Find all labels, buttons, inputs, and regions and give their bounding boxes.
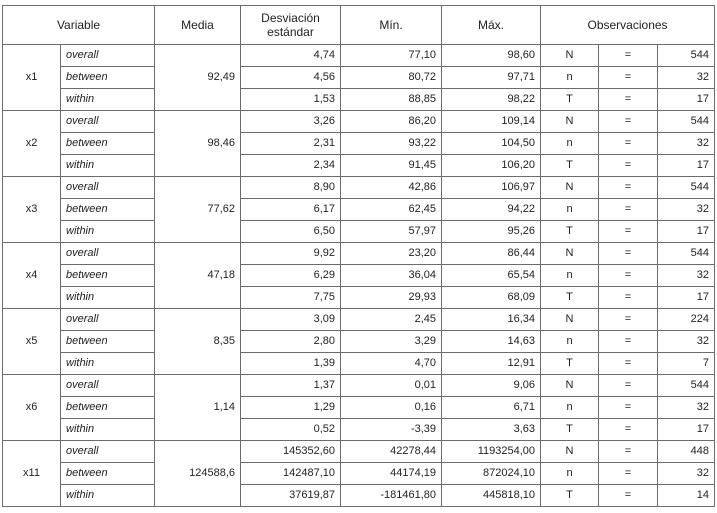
variable-name: x1 xyxy=(3,45,61,111)
max-value: 9,06 xyxy=(442,375,541,397)
table-body xyxy=(3,45,715,507)
std-dev-value: 2,34 xyxy=(241,155,341,177)
obs-equals: = xyxy=(599,287,658,309)
obs-equals: = xyxy=(599,199,658,221)
obs-count: 17 xyxy=(658,89,715,111)
std-dev-value: 6,17 xyxy=(241,199,341,221)
header-min: Mín. xyxy=(341,6,442,45)
header-max: Máx. xyxy=(442,6,541,45)
header-desviacion: Desviación estándar xyxy=(241,6,341,45)
table-row xyxy=(3,45,715,67)
obs-count: 32 xyxy=(658,397,715,419)
mean-value: 77,62 xyxy=(155,177,241,243)
obs-symbol: n xyxy=(541,397,599,419)
variable-name: x11 xyxy=(3,441,61,507)
max-value: 872024,10 xyxy=(442,463,541,485)
table-row xyxy=(3,67,715,89)
min-value: 62,45 xyxy=(341,199,442,221)
obs-symbol: n xyxy=(541,463,599,485)
obs-symbol: n xyxy=(541,265,599,287)
std-dev-value: 6,50 xyxy=(241,221,341,243)
variable-name: x5 xyxy=(3,309,61,375)
table-row xyxy=(3,287,715,309)
table-row xyxy=(3,243,715,265)
obs-symbol: T xyxy=(541,89,599,111)
mean-value: 47,18 xyxy=(155,243,241,309)
max-value: 95,26 xyxy=(442,221,541,243)
variable-name: x3 xyxy=(3,177,61,243)
max-value: 3,63 xyxy=(442,419,541,441)
min-value: 2,45 xyxy=(341,309,442,331)
max-value: 106,97 xyxy=(442,177,541,199)
stat-type: between xyxy=(61,133,155,155)
obs-count: 544 xyxy=(658,111,715,133)
min-value: 23,20 xyxy=(341,243,442,265)
obs-equals: = xyxy=(599,441,658,463)
obs-symbol: T xyxy=(541,485,599,507)
obs-equals: = xyxy=(599,309,658,331)
std-dev-value: 1,53 xyxy=(241,89,341,111)
max-value: 104,50 xyxy=(442,133,541,155)
obs-count: 17 xyxy=(658,221,715,243)
table-row xyxy=(3,331,715,353)
obs-equals: = xyxy=(599,331,658,353)
obs-equals: = xyxy=(599,133,658,155)
obs-count: 544 xyxy=(658,177,715,199)
mean-value: 92,49 xyxy=(155,45,241,111)
std-dev-value: 3,09 xyxy=(241,309,341,331)
max-value: 97,71 xyxy=(442,67,541,89)
mean-value: 8,35 xyxy=(155,309,241,375)
std-dev-value: 145352,60 xyxy=(241,441,341,463)
obs-equals: = xyxy=(599,177,658,199)
std-dev-value: 142487,10 xyxy=(241,463,341,485)
min-value: 88,85 xyxy=(341,89,442,111)
min-value: 42278,44 xyxy=(341,441,442,463)
table-row xyxy=(3,309,715,331)
obs-equals: = xyxy=(599,221,658,243)
std-dev-value: 1,29 xyxy=(241,397,341,419)
min-value: -3,39 xyxy=(341,419,442,441)
std-dev-value: 1,39 xyxy=(241,353,341,375)
max-value: 16,34 xyxy=(442,309,541,331)
obs-equals: = xyxy=(599,89,658,111)
stat-type: overall xyxy=(61,45,155,67)
stat-type: within xyxy=(61,485,155,507)
table-row xyxy=(3,199,715,221)
obs-count: 544 xyxy=(658,243,715,265)
stat-type: within xyxy=(61,287,155,309)
min-value: 80,72 xyxy=(341,67,442,89)
min-value: 42,86 xyxy=(341,177,442,199)
obs-symbol: T xyxy=(541,155,599,177)
table-row xyxy=(3,155,715,177)
obs-symbol: N xyxy=(541,45,599,67)
max-value: 445818,10 xyxy=(442,485,541,507)
table-row xyxy=(3,221,715,243)
statistics-table xyxy=(2,5,715,507)
min-value: 29,93 xyxy=(341,287,442,309)
table-row xyxy=(3,353,715,375)
table-row xyxy=(3,133,715,155)
stat-type: between xyxy=(61,463,155,485)
stat-type: overall xyxy=(61,375,155,397)
stat-type: between xyxy=(61,331,155,353)
table-row xyxy=(3,419,715,441)
variable-name: x2 xyxy=(3,111,61,177)
obs-symbol: N xyxy=(541,177,599,199)
max-value: 14,63 xyxy=(442,331,541,353)
obs-equals: = xyxy=(599,397,658,419)
obs-equals: = xyxy=(599,111,658,133)
obs-symbol: N xyxy=(541,309,599,331)
obs-equals: = xyxy=(599,463,658,485)
min-value: 86,20 xyxy=(341,111,442,133)
obs-symbol: n xyxy=(541,199,599,221)
variable-name: x4 xyxy=(3,243,61,309)
max-value: 86,44 xyxy=(442,243,541,265)
std-dev-value: 7,75 xyxy=(241,287,341,309)
obs-equals: = xyxy=(599,45,658,67)
obs-count: 32 xyxy=(658,463,715,485)
min-value: -181461,80 xyxy=(341,485,442,507)
std-dev-value: 2,80 xyxy=(241,331,341,353)
obs-equals: = xyxy=(599,375,658,397)
min-value: 93,22 xyxy=(341,133,442,155)
obs-count: 32 xyxy=(658,199,715,221)
table-row xyxy=(3,375,715,397)
max-value: 109,14 xyxy=(442,111,541,133)
min-value: 4,70 xyxy=(341,353,442,375)
stat-type: overall xyxy=(61,243,155,265)
variable-name: x6 xyxy=(3,375,61,441)
max-value: 98,22 xyxy=(442,89,541,111)
stat-type: within xyxy=(61,419,155,441)
stat-type: between xyxy=(61,397,155,419)
max-value: 12,91 xyxy=(442,353,541,375)
min-value: 91,45 xyxy=(341,155,442,177)
header-media: Media xyxy=(155,6,241,45)
obs-symbol: n xyxy=(541,133,599,155)
obs-symbol: T xyxy=(541,419,599,441)
std-dev-value: 4,56 xyxy=(241,67,341,89)
obs-count: 32 xyxy=(658,331,715,353)
stat-type: within xyxy=(61,89,155,111)
min-value: 0,16 xyxy=(341,397,442,419)
min-value: 3,29 xyxy=(341,331,442,353)
table-row xyxy=(3,89,715,111)
max-value: 106,20 xyxy=(442,155,541,177)
stat-type: between xyxy=(61,67,155,89)
max-value: 1193254,00 xyxy=(442,441,541,463)
table-row xyxy=(3,485,715,507)
obs-count: 32 xyxy=(658,67,715,89)
table-row xyxy=(3,265,715,287)
header-row xyxy=(3,6,715,45)
stat-type: overall xyxy=(61,177,155,199)
obs-count: 544 xyxy=(658,45,715,67)
obs-count: 14 xyxy=(658,485,715,507)
header-observaciones: Observaciones xyxy=(541,6,715,45)
obs-symbol: T xyxy=(541,353,599,375)
obs-count: 17 xyxy=(658,419,715,441)
obs-symbol: T xyxy=(541,287,599,309)
table-row xyxy=(3,463,715,485)
obs-symbol: n xyxy=(541,331,599,353)
std-dev-value: 3,26 xyxy=(241,111,341,133)
stat-type: between xyxy=(61,199,155,221)
min-value: 77,10 xyxy=(341,45,442,67)
std-dev-value: 4,74 xyxy=(241,45,341,67)
header-variable: Variable xyxy=(3,6,155,45)
obs-count: 32 xyxy=(658,265,715,287)
mean-value: 124588,6 xyxy=(155,441,241,507)
obs-count: 224 xyxy=(658,309,715,331)
std-dev-value: 2,31 xyxy=(241,133,341,155)
obs-symbol: N xyxy=(541,441,599,463)
min-value: 0,01 xyxy=(341,375,442,397)
std-dev-value: 9,92 xyxy=(241,243,341,265)
min-value: 57,97 xyxy=(341,221,442,243)
obs-equals: = xyxy=(599,419,658,441)
stat-type: within xyxy=(61,221,155,243)
std-dev-value: 8,90 xyxy=(241,177,341,199)
obs-equals: = xyxy=(599,353,658,375)
stat-type: within xyxy=(61,353,155,375)
std-dev-value: 6,29 xyxy=(241,265,341,287)
table-row xyxy=(3,177,715,199)
stat-type: overall xyxy=(61,309,155,331)
min-value: 44174,19 xyxy=(341,463,442,485)
obs-symbol: T xyxy=(541,221,599,243)
stat-type: within xyxy=(61,155,155,177)
obs-symbol: N xyxy=(541,111,599,133)
std-dev-value: 1,37 xyxy=(241,375,341,397)
obs-equals: = xyxy=(599,67,658,89)
std-dev-value: 37619,87 xyxy=(241,485,341,507)
obs-equals: = xyxy=(599,265,658,287)
std-dev-value: 0,52 xyxy=(241,419,341,441)
max-value: 68,09 xyxy=(442,287,541,309)
table-row xyxy=(3,441,715,463)
stat-type: overall xyxy=(61,111,155,133)
obs-count: 17 xyxy=(658,155,715,177)
obs-count: 17 xyxy=(658,287,715,309)
obs-count: 448 xyxy=(658,441,715,463)
obs-count: 32 xyxy=(658,133,715,155)
obs-equals: = xyxy=(599,243,658,265)
stat-type: between xyxy=(61,265,155,287)
max-value: 65,54 xyxy=(442,265,541,287)
min-value: 36,04 xyxy=(341,265,442,287)
obs-equals: = xyxy=(599,485,658,507)
obs-count: 7 xyxy=(658,353,715,375)
table-row xyxy=(3,397,715,419)
stat-type: overall xyxy=(61,441,155,463)
obs-symbol: N xyxy=(541,243,599,265)
mean-value: 1,14 xyxy=(155,375,241,441)
obs-symbol: n xyxy=(541,67,599,89)
obs-symbol: N xyxy=(541,375,599,397)
obs-equals: = xyxy=(599,155,658,177)
obs-count: 544 xyxy=(658,375,715,397)
max-value: 94,22 xyxy=(442,199,541,221)
max-value: 98,60 xyxy=(442,45,541,67)
mean-value: 98,46 xyxy=(155,111,241,177)
table-row xyxy=(3,111,715,133)
max-value: 6,71 xyxy=(442,397,541,419)
